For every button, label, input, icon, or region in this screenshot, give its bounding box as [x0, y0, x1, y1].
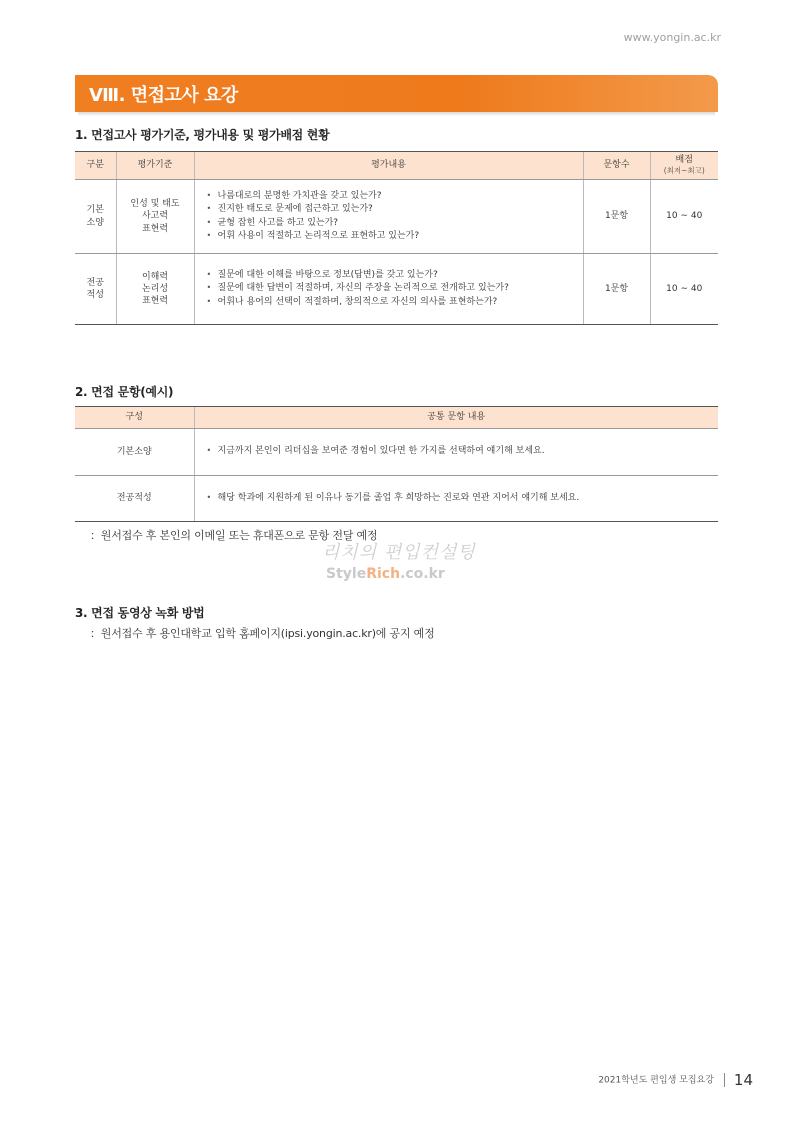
table-row [75, 180, 718, 254]
row-score: 10 ∼ 40 [650, 180, 718, 254]
list-item: • 질문에 대한 답변이 적절하며, 자신의 주장을 논리적으로 전개하고 있는가? [207, 282, 583, 295]
footer-text: 2021학년도 편입생 모집요강 [598, 1075, 714, 1086]
header-category: 구분 [75, 152, 116, 180]
header-score-label: 배점 [675, 155, 693, 166]
watermark-korean: 리치의 편입컨설팅 [322, 542, 476, 563]
header-question: 공통 문항 내용 [194, 407, 718, 429]
footer-divider [724, 1073, 725, 1087]
list-item: • 어휘나 용어의 선택이 적절하며, 창의적으로 자신의 의사를 표현하는가? [207, 296, 583, 309]
watermark-logo [326, 566, 445, 582]
row-count: 1문항 [583, 254, 650, 325]
header-score-range: (최저~최고) [663, 166, 705, 176]
page-footer [598, 1071, 753, 1089]
question-table [75, 406, 718, 522]
header-count: 문항수 [583, 152, 650, 180]
page-number: 14 [733, 1071, 753, 1089]
section-banner [75, 75, 718, 112]
table-row [75, 254, 718, 325]
section2-note: ：원서접수 후 본인의 이메일 또는 휴대폰으로 문항 전달 예정 [90, 529, 378, 542]
evaluation-table [75, 151, 718, 325]
list-item: • 해당 학과에 지원하게 된 이유나 동기를 졸업 후 희망하는 진로와 연관 지어서 얘기해 보세요. [207, 492, 719, 505]
row-question [194, 476, 718, 522]
section3-title: 3. 면접 동영상 녹화 방법 [75, 606, 205, 620]
table-row [75, 429, 718, 476]
list-item: • 균형 잡힌 사고를 하고 있는가? [207, 217, 583, 230]
website-url: www.yongin.ac.kr [623, 31, 721, 44]
list-item: • 지금까지 본인이 리더십을 보여준 경험이 있다면 한 가지를 선택하여 얘기해 보세요. [207, 445, 719, 458]
list-item: • 어휘 사용이 적절하고 논리적으로 표현하고 있는가? [207, 230, 583, 243]
header-criteria: 평가기준 [116, 152, 194, 180]
list-item: • 나름대로의 분명한 가치관을 갖고 있는가? [207, 190, 583, 203]
watermark-rich: Rich [366, 566, 401, 582]
table-row [75, 476, 718, 522]
section1-title: 1. 면접고사 평가기준, 평가내용 및 평가배점 현황 [75, 128, 330, 142]
section2-title: 2. 면접 문항(예시) [75, 385, 174, 399]
row-count: 1문항 [583, 180, 650, 254]
banner-title: Ⅷ. 면접고사 요강 [89, 85, 238, 106]
row-content [194, 180, 583, 254]
header-score [650, 152, 718, 180]
row-question [194, 429, 718, 476]
row-type: 기본소양 [75, 429, 194, 476]
row-criteria: 인성 및 태도 사고력 표현력 [116, 180, 194, 254]
header-type: 구성 [75, 407, 194, 429]
list-item: • 질문에 대한 이해를 바탕으로 정보(답변)를 갖고 있는가? [207, 269, 583, 282]
row-category: 전공 적성 [75, 254, 116, 325]
row-type: 전공적성 [75, 476, 194, 522]
banner-shadow [78, 112, 715, 116]
row-content [194, 254, 583, 325]
header-content: 평가내용 [194, 152, 583, 180]
row-score: 10 ∼ 40 [650, 254, 718, 325]
section3-note: ：원서접수 후 용인대학교 입학 홈페이지(ipsi.yongin.ac.kr)에 공지 예정 [90, 627, 435, 640]
list-item: • 진지한 태도로 문제에 접근하고 있는가? [207, 203, 583, 216]
watermark-style: Style [326, 566, 367, 582]
watermark-domain: .co.kr [400, 566, 445, 582]
row-category: 기본 소양 [75, 180, 116, 254]
row-criteria: 이해력 논리성 표현력 [116, 254, 194, 325]
